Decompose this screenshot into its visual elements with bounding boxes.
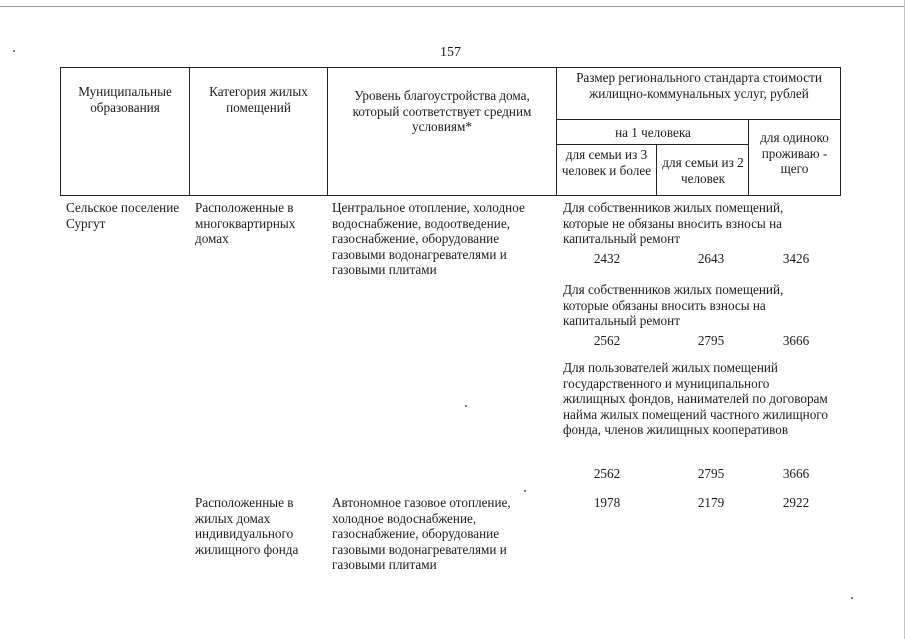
- header-single: для одиноко проживаю - щего: [760, 130, 829, 176]
- header-municipality: Муниципальные образования: [78, 84, 172, 115]
- value-family2-g3: 2795: [697, 466, 725, 481]
- header-family-2: для семьи из 2 человек: [662, 155, 744, 186]
- value-family3-g2: 2562: [593, 333, 621, 348]
- value-single-g3: 3666: [782, 466, 810, 481]
- group-header-bottom: [556, 119, 841, 120]
- page-number: 157: [440, 45, 461, 60]
- col-divider-family: [656, 144, 657, 196]
- col-divider-single: [748, 119, 749, 196]
- amenity-level-autonomous: Автономное газовое отопление, холодное водоснабжение, газоснабжение, оборудование газовыми водонагревателями и газовыми плитами: [332, 495, 511, 572]
- col-divider-1: [189, 67, 190, 196]
- scan-edge-top: [0, 6, 905, 7]
- table-header-bottom: [60, 195, 841, 196]
- header-size-group: Размер регионального стандарта стоимости жилищно-коммунальных услуг, рублей: [576, 70, 822, 101]
- value-family2-individual: 2179: [697, 495, 725, 510]
- category-apartment-buildings: Расположенные в многоквартирных домах: [195, 200, 296, 246]
- table-border-top: [60, 67, 841, 68]
- header-per-person: на 1 человека: [615, 125, 691, 140]
- header-level: Уровень благоустройства дома, который соответствует средним условиям*: [352, 88, 532, 134]
- col-divider-2: [327, 67, 328, 196]
- group-note-owners-repair: Для собственников жилых помещений, которые обязаны вносить взносы на капитальный ремонт: [563, 282, 784, 328]
- scan-speck: [13, 50, 15, 52]
- municipality-name: Сельское поселение Сургут: [66, 200, 180, 231]
- value-family2-g2: 2795: [697, 333, 725, 348]
- per-person-bottom: [556, 144, 748, 145]
- value-family2-g1: 2643: [697, 251, 725, 266]
- header-category: Категория жилых помещений: [209, 84, 308, 115]
- value-single-g1: 3426: [782, 251, 810, 266]
- category-individual-houses: Расположенные в жилых домах индивидуального жилищного фонда: [195, 495, 299, 557]
- amenity-level-central: Центральное отопление, холодное водоснабжение, водоотведение, газоснабжение, оборудование газовыми водонагревателями и газовыми плитами: [332, 200, 525, 277]
- group-note-owners-no-repair: Для собственников жилых помещений, которые не обязаны вносить взносы на капитальный ремонт: [563, 200, 784, 246]
- scan-speck: [465, 405, 467, 407]
- col-divider-right: [840, 67, 841, 196]
- value-family3-g3: 2562: [593, 466, 621, 481]
- col-divider-3: [556, 67, 557, 196]
- value-family3-g1: 2432: [593, 251, 621, 266]
- value-single-g2: 3666: [782, 333, 810, 348]
- scan-speck: [524, 490, 526, 492]
- col-divider-left: [60, 67, 61, 196]
- scan-speck: [851, 597, 853, 599]
- header-family-3: для семьи из 3 человек и более: [561, 147, 652, 178]
- value-single-individual: 2922: [782, 495, 810, 510]
- group-note-tenants: Для пользователей жилых помещений государственного и муниципального жилищных фондов, нанимателей по договорам найма жилых помещений частного жилищного фонда, членов жилищных кооперативов: [563, 360, 828, 437]
- value-family3-individual: 1978: [593, 495, 621, 510]
